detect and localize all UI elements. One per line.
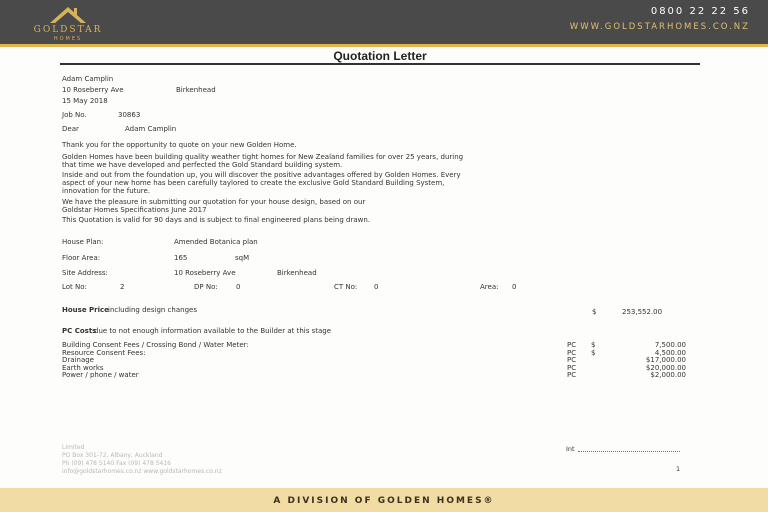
page-title: Quotation Letter	[333, 49, 427, 63]
submission-paragraph-line2: Goldstar Homes Specifications June 2017	[62, 206, 207, 214]
dp-number-label: DP No:	[194, 283, 218, 291]
letterhead-header	[0, 0, 768, 46]
pc-cost-row	[62, 371, 692, 379]
lot-number-label: Lot No:	[62, 283, 87, 291]
validity-paragraph: This Quotation is valid for 90 days and is subject to final engineered plans being drawn.	[62, 216, 370, 224]
logo-text: GOLDSTAR	[33, 25, 103, 35]
salutation-name: Adam Camplin	[125, 125, 177, 133]
lot-number-value: 2	[120, 283, 125, 291]
salutation-label: Dear	[62, 125, 79, 133]
company-paragraph-line2: that time we have developed and perfected the Gold Standard building system.	[62, 161, 343, 169]
header-phone: 0800 22 22 56	[650, 6, 750, 17]
company-paragraph-line1: Golden Homes have been building quality weather tight homes for New Zealand families for over 25 years, during	[62, 153, 464, 161]
site-address-suburb: Birkenhead	[277, 269, 317, 277]
job-number-label: Job No.	[62, 111, 87, 119]
advantages-paragraph-line2: aspect of your new home has been carefully taylored to create the exclusive Gold Standard Building System,	[62, 179, 445, 187]
pc-cost-code: PC	[567, 341, 577, 349]
header-website: WWW.GOLDSTARHOMES.CO.NZ	[569, 22, 750, 32]
header-gold-rule	[0, 44, 768, 47]
pc-costs-note: due to not enough information available to the Builder at this stage	[94, 327, 332, 335]
ct-number-label: CT No:	[334, 283, 358, 291]
pc-cost-item: Building Consent Fees / Crossing Bond / Water Meter:	[62, 341, 249, 349]
house-price-value: 253,552.00	[622, 308, 663, 316]
footer-address: PO Box 301-72, Albany, Auckland	[62, 452, 163, 459]
recipient-suburb: Birkenhead	[176, 86, 216, 94]
footer-division-text: A DIVISION OF GOLDEN HOMES®	[273, 496, 495, 506]
pc-cost-amount: $20,000.00	[645, 363, 686, 372]
job-number-value: 30863	[118, 111, 141, 119]
ct-number-value: 0	[374, 283, 379, 291]
pc-cost-code: PC	[567, 363, 577, 372]
submission-paragraph-line1: We have the pleasure in submitting our quotation for your house design, based on our	[62, 198, 366, 206]
advantages-paragraph-line3: innovation for the future.	[62, 187, 151, 195]
floor-area-label: Floor Area:	[62, 254, 101, 262]
page-number: 1	[676, 465, 681, 473]
pc-cost-code: PC	[567, 348, 577, 357]
recipient-street: 10 Roseberry Ave	[62, 86, 124, 94]
logo-subtext: HOMES	[53, 36, 83, 42]
goldstar-logo	[18, 4, 118, 42]
pc-cost-amount: 7,500.00	[654, 341, 686, 349]
initials-line	[578, 451, 680, 452]
dp-number-value: 0	[236, 283, 241, 291]
pc-cost-item: Drainage	[62, 356, 94, 364]
site-address-label: Site Address:	[62, 269, 108, 277]
house-price-note: including design changes	[108, 306, 197, 314]
intro-paragraph: Thank you for the opportunity to quote on your new Golden Home.	[62, 141, 297, 149]
house-plan-value: Amended Botanica plan	[174, 238, 258, 246]
advantages-paragraph-line1: Inside and out from the foundation up, you will discover the positive advantages offered by Golden Homes. Every	[62, 171, 461, 179]
pc-cost-item: Earth works	[62, 363, 104, 372]
house-price-currency: $	[592, 308, 597, 316]
initials-label: Int	[566, 445, 575, 453]
house-plan-label: House Plan:	[62, 238, 104, 246]
house-price-label: House Price	[62, 306, 109, 314]
floor-area-value: 165	[174, 254, 188, 262]
recipient-name: Adam Camplin	[62, 75, 114, 83]
area-value: 0	[512, 283, 517, 291]
footer-web: info@goldstarhomes.co.nz www.goldstarhomes.co.nz	[62, 468, 222, 475]
pc-cost-amount: $17,000.00	[645, 356, 686, 364]
pc-cost-amount: $2,000.00	[650, 371, 686, 379]
pc-cost-code: PC	[567, 371, 577, 379]
pc-cost-code: PC	[567, 356, 577, 364]
site-address-street: 10 Roseberry Ave	[174, 269, 236, 277]
pc-cost-amount: 4,500.00	[654, 348, 686, 357]
house-roof-icon	[48, 4, 88, 24]
area-label: Area:	[480, 283, 499, 291]
pc-cost-item: Resource Consent Fees:	[62, 348, 146, 357]
title-underline	[60, 63, 700, 65]
floor-area-unit: sqM	[235, 254, 250, 262]
pc-cost-currency: $	[591, 341, 596, 349]
pc-cost-currency: $	[591, 348, 596, 357]
footer-contact: Ph (09) 478 5140 Fax (09) 478 5416	[62, 460, 171, 467]
footer-company: Limited	[62, 444, 85, 451]
pc-cost-item: Power / phone / water	[62, 371, 139, 379]
letter-date: 15 May 2018	[62, 97, 108, 105]
pc-costs-label: PC Costs	[62, 327, 97, 335]
